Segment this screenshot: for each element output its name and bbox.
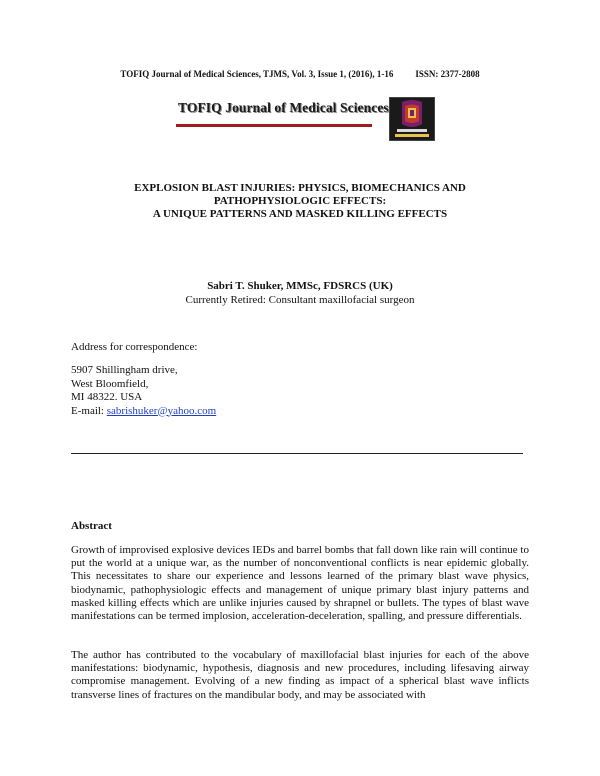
email-line	[71, 405, 216, 419]
title-line: PATHOPHYSIOLOGIC EFFECTS:	[213, 195, 387, 207]
journal-masthead	[176, 97, 438, 141]
abstract-paragraph: The author has contributed to the vocabulary of maxillofacial blast injuries for each of the above manifestations: biodynamic, hypothesis, diagnosis and new procedures, including lifesaving airway compromise management. Evolving of a new finding as impact of a spherical blast wave inflicts transverse lines of fractures on the mandibular body, and may be associated with	[71, 649, 529, 701]
address-line: 5907 Shillingham drive,	[71, 364, 178, 376]
masthead-rule	[176, 124, 372, 127]
article-title	[60, 182, 540, 221]
email-label: E-mail:	[71, 404, 107, 417]
email-link[interactable]: sabrishuker@yahoo.com	[106, 404, 217, 417]
address-line: MI 48322. USA	[71, 391, 143, 403]
section-divider	[71, 453, 523, 454]
title-line: A UNIQUE PATTERNS AND MASKED KILLING EFFECTS	[152, 208, 448, 220]
author-affiliation: Currently Retired: Consultant maxillofacial surgeon	[185, 294, 415, 306]
abstract-paragraph: Growth of improvised explosive devices IEDs and barrel bombs that fall down like rain will continue to put the world at a unique war, as the number of nonconventional conflicts is near epidemic globally. This necessitates to share our experience and lessons learned of the primary blast wave physics, biodynamic, pathophysiologic effects and management of unique primary blast injury patterns and masked killing effects which are unlike injuries caused by shrapnel or bullets. The types of blast wave manifestations can be termed implosion, acceleration-deceleration, spalling, and pressure differentials.	[71, 544, 529, 623]
title-line: EXPLOSION BLAST INJURIES: PHYSICS, BIOMECHANICS AND	[134, 182, 466, 194]
address-line: West Bloomfield,	[71, 377, 149, 390]
issn: ISSN: 2377-2808	[415, 69, 480, 79]
author-name: Sabri T. Shuker, MMSc, FDSRCS (UK)	[207, 280, 393, 292]
journal-logo	[389, 97, 435, 141]
abstract-heading: Abstract	[71, 520, 112, 532]
running-header	[0, 69, 600, 79]
correspondence-address	[71, 364, 216, 418]
journal-citation: TOFIQ Journal of Medical Sciences, TJMS, Vol. 3, Issue 1, (2016), 1-16	[120, 69, 394, 79]
masthead-title: TOFIQ Journal of Medical Sciences	[178, 100, 389, 115]
correspondence-label: Address for correspondence:	[71, 341, 198, 353]
